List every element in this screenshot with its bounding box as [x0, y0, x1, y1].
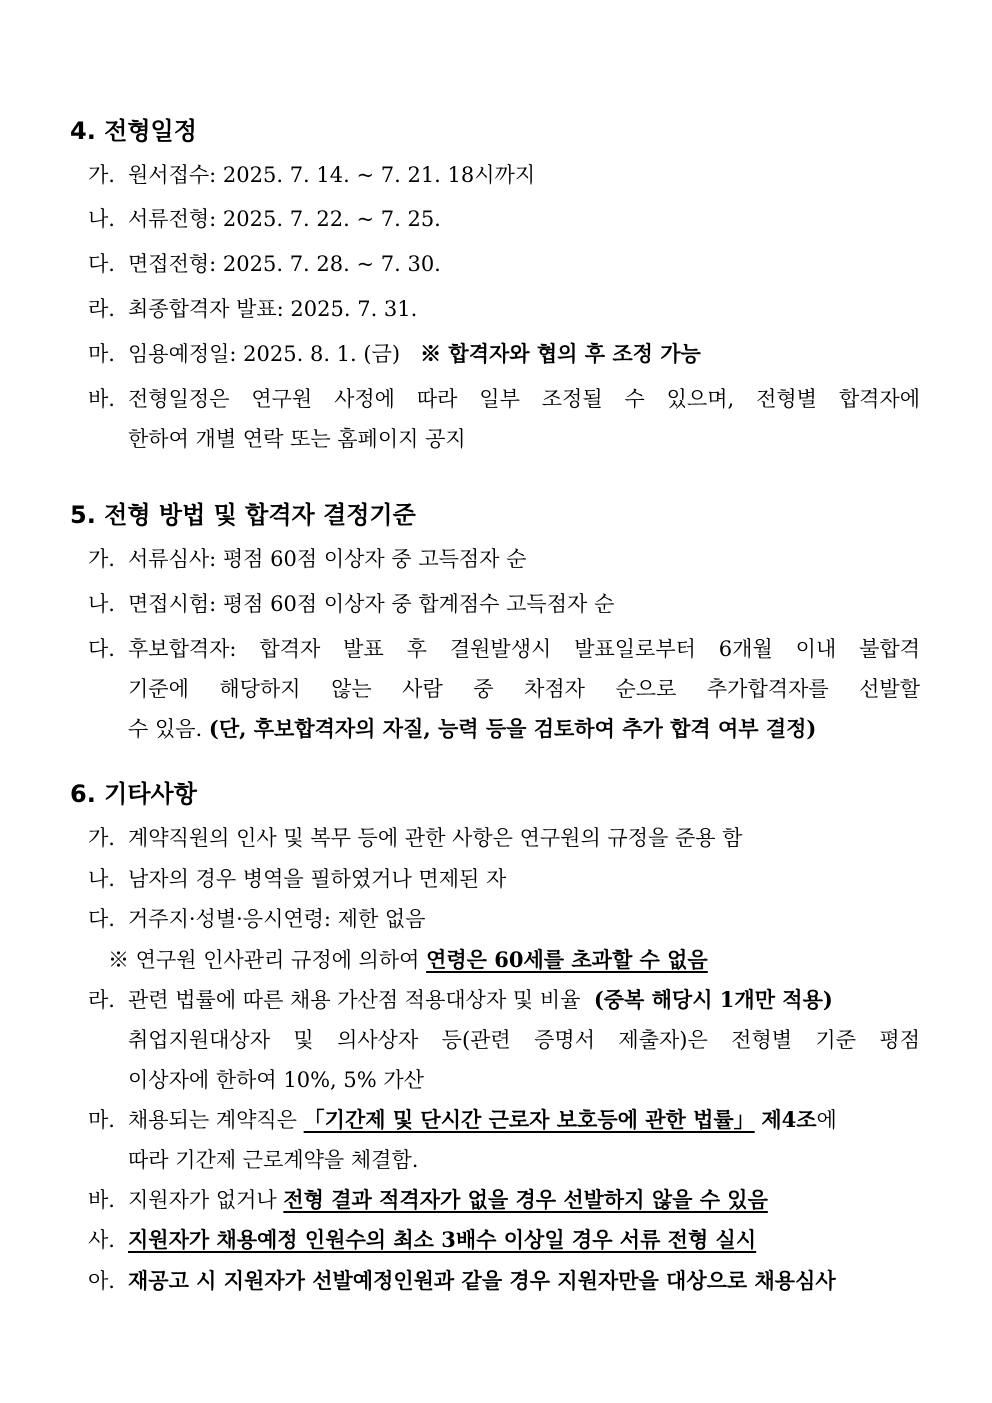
item-marker: 아. [88, 1269, 115, 1293]
s4-item-ga [88, 155, 920, 195]
s5-item-ga [88, 539, 920, 579]
item-marker: 라. [88, 988, 115, 1012]
s6-item-ga [88, 818, 920, 858]
item-underline: 전형 결과 적격자가 없을 경우 선발하지 않을 수 있음 [283, 1187, 768, 1212]
item-emphasis: ※ 합격자와 협의 후 조정 가능 [420, 341, 701, 366]
item-emphasis: (단, 후보합격자의 자질, 능력 등을 검토하여 추가 합격 여부 결정) [208, 716, 817, 741]
s4-item-da [88, 244, 920, 284]
item-text: 관련 법률에 따른 채용 가산점 적용대상자 및 비율 [128, 988, 581, 1012]
item-text: 면접시험: 평점 60점 이상자 중 합계점수 고득점자 순 [128, 592, 615, 616]
age-note [108, 940, 708, 980]
item-text-cont: 이상자에 한하여 10%, 5% 가산 [128, 1068, 424, 1092]
item-text: 임용예정일: 2025. 8. 1. (금) [128, 342, 401, 366]
item-emphasis: 재공고 시 지원자가 선발예정인원과 같을 경우 지원자만을 대상으로 채용심사 [128, 1268, 836, 1293]
item-marker: 마. [88, 342, 115, 366]
item-marker: 나. [88, 867, 115, 891]
s4-item-ra [88, 289, 920, 329]
item-text: 계약직원의 인사 및 복무 등에 관한 사항은 연구원의 규정을 준용 함 [128, 826, 743, 850]
s6-item-ba [88, 1180, 920, 1220]
item-text: 서류심사: 평점 60점 이상자 중 고득점자 순 [128, 547, 527, 571]
s6-item-ra [88, 980, 920, 1100]
s4-item-na [88, 199, 920, 239]
item-marker: 나. [88, 207, 115, 231]
item-text: 원서접수: 2025. 7. 14. ~ 7. 21. 18시까지 [128, 163, 536, 187]
item-marker: 다. [88, 907, 115, 931]
item-marker: 바. [88, 1188, 115, 1212]
item-text: 최종합격자 발표: 2025. 7. 31. [128, 297, 418, 321]
note-text: ※ 연구원 인사관리 규정에 의하여 [108, 948, 420, 972]
item-marker: 나. [88, 592, 115, 616]
item-marker: 바. [88, 387, 115, 411]
s6-item-a [88, 1261, 920, 1301]
item-marker: 마. [88, 1108, 115, 1132]
item-marker: 다. [88, 637, 115, 661]
section-6-heading: 6. 기타사항 [70, 780, 197, 808]
item-text: 거주지·성별·응시연령: 제한 없음 [128, 907, 426, 931]
item-text-cont: 취업지원대상자 및 의사상자 등(관련 증명서 제출자)은 전형별 기준 평점 [128, 1028, 920, 1052]
s4-item-ma [88, 334, 920, 374]
item-text: 채용되는 계약직은 [128, 1108, 297, 1132]
item-emphasis: (중복 해당시 1개만 적용) [593, 987, 833, 1012]
item-text: 서류전형: 2025. 7. 22. ~ 7. 25. [128, 207, 441, 231]
law-reference: 「기간제 및 단시간 근로자 보호등에 관한 법률」 [303, 1107, 755, 1132]
item-marker: 사. [88, 1228, 115, 1252]
item-marker: 가. [88, 547, 115, 571]
item-text-cont: 기준에 해당하지 않는 사람 중 차점자 순으로 추가합격자를 선발할 [128, 677, 920, 701]
s6-item-da [88, 899, 920, 939]
section-5-heading: 5. 전형 방법 및 합격자 결정기준 [70, 501, 416, 529]
s6-item-sa [88, 1220, 920, 1260]
s4-item-ba [88, 379, 920, 459]
item-marker: 가. [88, 826, 115, 850]
item-text-cont: 따라 기간제 근로계약을 체결함. [128, 1148, 419, 1172]
item-marker: 다. [88, 252, 115, 276]
note-underline: 연령은 60세를 초과할 수 없음 [426, 947, 708, 972]
section-4-heading: 4. 전형일정 [70, 117, 197, 145]
item-text: 남자의 경우 병역을 필하였거나 면제된 자 [128, 867, 507, 891]
s6-item-ma [88, 1100, 920, 1180]
item-text: 지원자가 없거나 [128, 1188, 277, 1212]
item-marker: 가. [88, 163, 115, 187]
s5-item-da [88, 629, 920, 749]
item-text: 후보합격자: 합격자 발표 후 결원발생시 발표일로부터 6개월 이내 불합격 [128, 637, 920, 661]
item-text-cont: 수 있음. [128, 717, 203, 741]
article-reference: 제4조 [761, 1107, 817, 1132]
item-text-tail: 에 [816, 1108, 837, 1132]
item-marker: 라. [88, 297, 115, 321]
s6-item-na [88, 859, 920, 899]
item-text: 전형일정은 연구원 사정에 따라 일부 조정될 수 있으며, 전형별 합격자에 [128, 387, 920, 411]
item-text: 면접전형: 2025. 7. 28. ~ 7. 30. [128, 252, 441, 276]
s5-item-na [88, 584, 920, 624]
item-underline: 지원자가 채용예정 인원수의 최소 3배수 이상일 경우 서류 전형 실시 [128, 1227, 757, 1252]
item-text-cont: 한하여 개별 연락 또는 홈페이지 공지 [128, 427, 466, 451]
